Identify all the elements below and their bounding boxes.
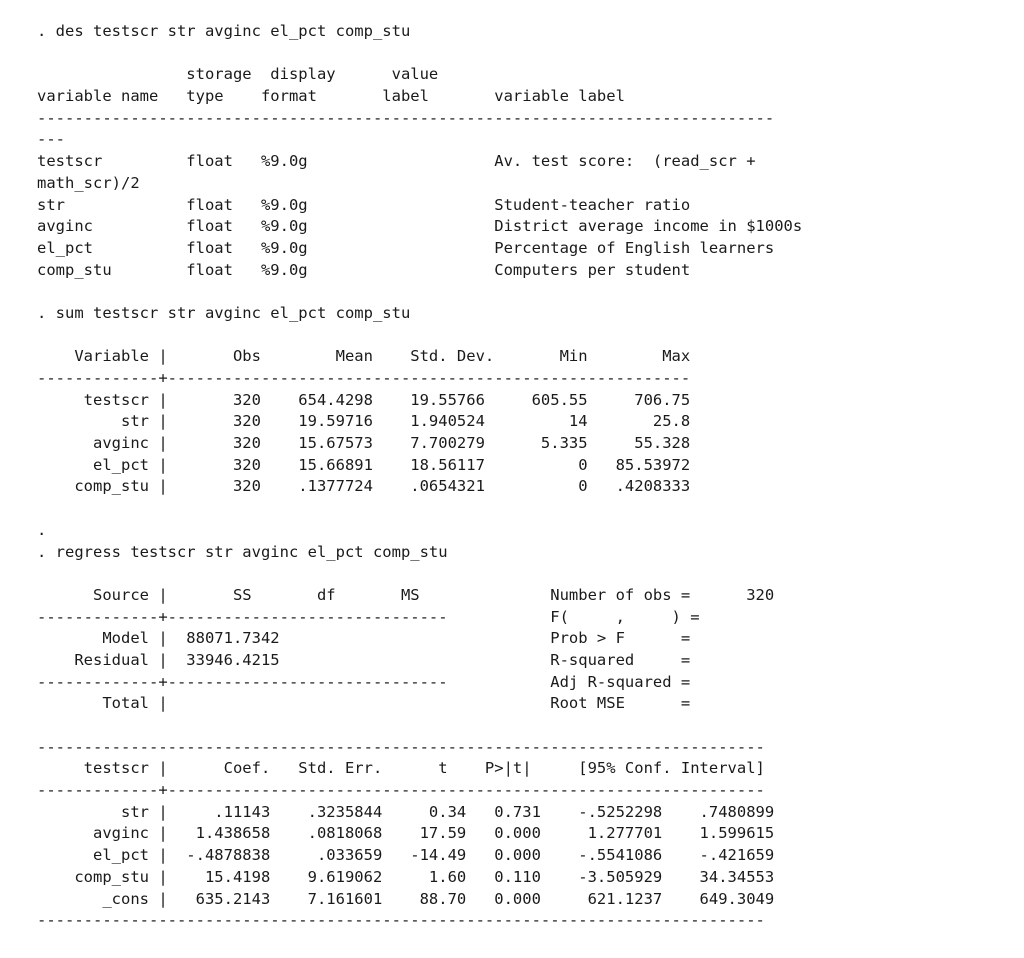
anova-rule: -------------+------------------------------ F( , ) = [37, 607, 700, 626]
regress-command: . regress testscr str avginc el_pct comp_stu [37, 542, 448, 561]
describe-row-comp-stu: comp_stu float %9.0g Computers per student [37, 260, 691, 279]
anova-row-model: Model | 88071.7342 Prob > F = [37, 629, 691, 648]
blank-line [37, 325, 802, 347]
blank-line [37, 498, 802, 520]
summarize-row-avginc: avginc | 320 15.67573 7.700279 5.335 55.328 [37, 434, 691, 453]
summarize-command: . sum testscr str avginc el_pct comp_stu [37, 303, 411, 322]
describe-rule-wrap: --- [37, 130, 65, 149]
coef-row-comp-stu: comp_stu | 15.4198 9.619062 1.60 0.110 -3.505929 34.34553 [37, 867, 775, 886]
blank-line [37, 563, 802, 585]
describe-row-avginc: avginc float %9.0g District average income in $1000s [37, 217, 803, 236]
coef-rule: -------------+---------------------------------------------------------------- [37, 781, 765, 800]
summarize-row-el-pct: el_pct | 320 15.66891 18.56117 0 85.53972 [37, 455, 691, 474]
describe-row-str: str float %9.0g Student-teacher ratio [37, 195, 691, 214]
describe-rule: ------------------------------------------------------------------------------- [37, 108, 775, 127]
coef-header: testscr | Coef. Std. Err. t P>|t| [95% Conf. Interval] [37, 759, 765, 778]
blank-line [37, 715, 802, 737]
stata-results-window [37, 21, 802, 932]
blank-line [37, 43, 802, 65]
summarize-row-comp-stu: comp_stu | 320 .1377724 .0654321 0 .4208333 [37, 477, 691, 496]
coef-rule-bottom: ------------------------------------------------------------------------------ [37, 911, 765, 930]
describe-command: . des testscr str avginc el_pct comp_stu [37, 22, 411, 40]
describe-row-testscr-wrap: math_scr)/2 [37, 173, 140, 192]
summarize-row-str: str | 320 19.59716 1.940524 14 25.8 [37, 412, 691, 431]
anova-header: Source | SS df MS Number of obs = 320 [37, 585, 775, 604]
coef-row-cons: _cons | 635.2143 7.161601 88.70 0.000 621.1237 649.3049 [37, 889, 775, 908]
anova-row-total: Total | Root MSE = [37, 694, 691, 713]
summarize-header: Variable | Obs Mean Std. Dev. Min Max [37, 347, 691, 366]
coef-row-str: str | .11143 .3235844 0.34 0.731 -.5252298 .7480899 [37, 802, 775, 821]
describe-header-line-1: storage display value [37, 65, 439, 84]
blank-line [37, 281, 802, 303]
coef-row-el-pct: el_pct | -.4878838 .033659 -14.49 0.000 -.5541086 -.421659 [37, 846, 775, 865]
summarize-row-testscr: testscr | 320 654.4298 19.55766 605.55 706.75 [37, 390, 691, 409]
coef-row-avginc: avginc | 1.438658 .0818068 17.59 0.000 1.277701 1.599615 [37, 824, 775, 843]
describe-row-testscr: testscr float %9.0g Av. test score: (read_scr + [37, 152, 756, 171]
empty-command-dot: . [37, 520, 47, 539]
summarize-rule: -------------+-------------------------------------------------------- [37, 369, 691, 387]
describe-header-line-2: variable name type format label variable label [37, 87, 625, 106]
anova-rule-2: -------------+------------------------------ Adj R-squared = [37, 672, 691, 691]
describe-row-el-pct: el_pct float %9.0g Percentage of English learners [37, 238, 775, 257]
coef-rule-top: ------------------------------------------------------------------------------ [37, 737, 765, 756]
anova-row-residual: Residual | 33946.4215 R-squared = [37, 650, 691, 669]
